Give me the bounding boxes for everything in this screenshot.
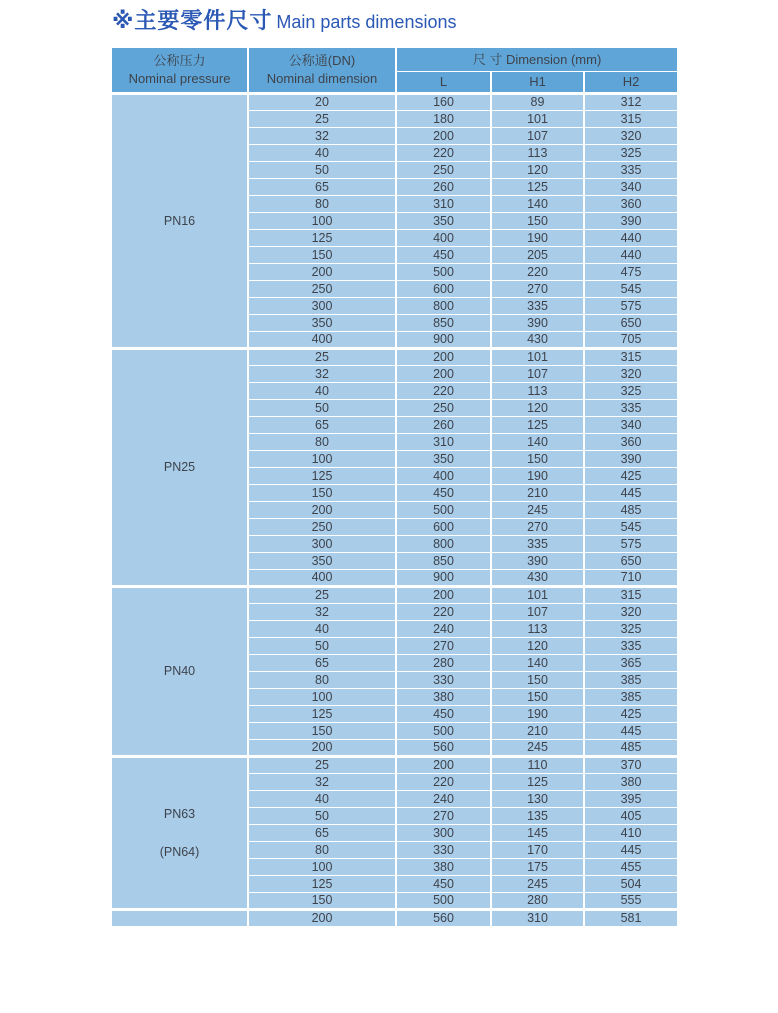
dn-cell: 200 bbox=[248, 264, 396, 281]
dn-cell: 400 bbox=[248, 570, 396, 587]
dn-cell: 250 bbox=[248, 519, 396, 536]
l-cell: 220 bbox=[396, 145, 491, 162]
pressure-group-cell bbox=[111, 94, 248, 349]
h1-cell: 220 bbox=[491, 264, 584, 281]
l-cell: 220 bbox=[396, 383, 491, 400]
l-cell: 270 bbox=[396, 808, 491, 825]
h1-cell: 110 bbox=[491, 757, 584, 774]
dn-cell: 32 bbox=[248, 774, 396, 791]
h1-cell: 140 bbox=[491, 655, 584, 672]
h2-cell: 545 bbox=[584, 519, 678, 536]
pressure-label: PN16 bbox=[163, 213, 196, 228]
h2-cell: 385 bbox=[584, 672, 678, 689]
h2-cell: 325 bbox=[584, 383, 678, 400]
page-title-chinese: ※主要零件尺寸 bbox=[112, 8, 273, 33]
l-cell: 560 bbox=[396, 910, 491, 927]
l-cell: 240 bbox=[396, 621, 491, 638]
h1-cell: 210 bbox=[491, 723, 584, 740]
dn-cell: 300 bbox=[248, 298, 396, 315]
dn-cell: 150 bbox=[248, 485, 396, 502]
h2-cell: 555 bbox=[584, 893, 678, 910]
h2-cell: 405 bbox=[584, 808, 678, 825]
h2-cell: 440 bbox=[584, 247, 678, 264]
h2-cell: 425 bbox=[584, 706, 678, 723]
dn-cell: 350 bbox=[248, 315, 396, 332]
l-cell: 220 bbox=[396, 604, 491, 621]
pressure-alt-label: (PN64) bbox=[159, 845, 200, 859]
dn-cell: 125 bbox=[248, 468, 396, 485]
h1-cell: 430 bbox=[491, 332, 584, 349]
l-cell: 800 bbox=[396, 298, 491, 315]
h1-cell: 175 bbox=[491, 859, 584, 876]
dn-cell: 50 bbox=[248, 808, 396, 825]
header-nominal-dimension-en: Nominal dimension bbox=[266, 71, 378, 86]
dn-cell: 40 bbox=[248, 145, 396, 162]
h1-cell: 125 bbox=[491, 179, 584, 196]
l-cell: 900 bbox=[396, 570, 491, 587]
l-cell: 850 bbox=[396, 553, 491, 570]
l-cell: 600 bbox=[396, 281, 491, 298]
header-col-h1: H1 bbox=[491, 72, 584, 94]
l-cell: 500 bbox=[396, 502, 491, 519]
dimensions-table bbox=[110, 47, 679, 927]
l-cell: 450 bbox=[396, 876, 491, 893]
h1-cell: 140 bbox=[491, 434, 584, 451]
h1-cell: 135 bbox=[491, 808, 584, 825]
dn-cell: 65 bbox=[248, 655, 396, 672]
table-row bbox=[111, 94, 678, 111]
h2-cell: 575 bbox=[584, 298, 678, 315]
l-cell: 220 bbox=[396, 774, 491, 791]
l-cell: 560 bbox=[396, 740, 491, 757]
l-cell: 280 bbox=[396, 655, 491, 672]
h2-cell: 340 bbox=[584, 417, 678, 434]
dn-cell: 50 bbox=[248, 638, 396, 655]
h1-cell: 190 bbox=[491, 706, 584, 723]
h1-cell: 335 bbox=[491, 298, 584, 315]
dn-cell: 150 bbox=[248, 247, 396, 264]
h2-cell: 395 bbox=[584, 791, 678, 808]
header-nominal-pressure-zh: 公称压力 bbox=[153, 53, 206, 69]
dn-cell: 50 bbox=[248, 162, 396, 179]
h1-cell: 113 bbox=[491, 383, 584, 400]
dn-cell: 100 bbox=[248, 213, 396, 230]
h1-cell: 101 bbox=[491, 111, 584, 128]
dn-cell: 65 bbox=[248, 825, 396, 842]
h2-cell: 445 bbox=[584, 723, 678, 740]
dn-cell: 32 bbox=[248, 366, 396, 383]
l-cell: 600 bbox=[396, 519, 491, 536]
h1-cell: 150 bbox=[491, 451, 584, 468]
dn-cell: 80 bbox=[248, 842, 396, 859]
dn-cell: 300 bbox=[248, 536, 396, 553]
l-cell: 250 bbox=[396, 400, 491, 417]
header-row-top bbox=[111, 48, 678, 72]
h1-cell: 145 bbox=[491, 825, 584, 842]
l-cell: 250 bbox=[396, 162, 491, 179]
dn-cell: 250 bbox=[248, 281, 396, 298]
l-cell: 160 bbox=[396, 94, 491, 111]
l-cell: 800 bbox=[396, 536, 491, 553]
h2-cell: 440 bbox=[584, 230, 678, 247]
h2-cell: 325 bbox=[584, 145, 678, 162]
h2-cell: 335 bbox=[584, 162, 678, 179]
h1-cell: 190 bbox=[491, 468, 584, 485]
l-cell: 500 bbox=[396, 264, 491, 281]
header-nominal-dimension-zh: 公称通(DN) bbox=[288, 53, 356, 69]
table-row bbox=[111, 587, 678, 604]
l-cell: 400 bbox=[396, 468, 491, 485]
h1-cell: 270 bbox=[491, 519, 584, 536]
table-body bbox=[111, 94, 678, 927]
h1-cell: 150 bbox=[491, 672, 584, 689]
h2-cell: 315 bbox=[584, 349, 678, 366]
pressure-group-cell bbox=[111, 349, 248, 587]
l-cell: 380 bbox=[396, 689, 491, 706]
h1-cell: 270 bbox=[491, 281, 584, 298]
l-cell: 400 bbox=[396, 230, 491, 247]
h1-cell: 120 bbox=[491, 638, 584, 655]
dn-cell: 200 bbox=[248, 910, 396, 927]
dn-cell: 65 bbox=[248, 417, 396, 434]
page-title bbox=[112, 4, 456, 35]
h1-cell: 120 bbox=[491, 400, 584, 417]
h2-cell: 425 bbox=[584, 468, 678, 485]
h2-cell: 360 bbox=[584, 196, 678, 213]
h2-cell: 504 bbox=[584, 876, 678, 893]
h2-cell: 650 bbox=[584, 315, 678, 332]
dn-cell: 150 bbox=[248, 893, 396, 910]
h1-cell: 113 bbox=[491, 621, 584, 638]
table-row bbox=[111, 757, 678, 774]
pressure-group-cell bbox=[111, 757, 248, 910]
h1-cell: 245 bbox=[491, 740, 584, 757]
l-cell: 450 bbox=[396, 706, 491, 723]
l-cell: 350 bbox=[396, 213, 491, 230]
header-col-h2: H2 bbox=[584, 72, 678, 94]
h2-cell: 575 bbox=[584, 536, 678, 553]
h1-cell: 390 bbox=[491, 553, 584, 570]
header-col-l: L bbox=[396, 72, 491, 94]
l-cell: 200 bbox=[396, 587, 491, 604]
l-cell: 450 bbox=[396, 485, 491, 502]
l-cell: 200 bbox=[396, 757, 491, 774]
header-nominal-pressure-en: Nominal pressure bbox=[128, 71, 231, 86]
h2-cell: 320 bbox=[584, 604, 678, 621]
l-cell: 310 bbox=[396, 434, 491, 451]
l-cell: 500 bbox=[396, 893, 491, 910]
h2-cell: 315 bbox=[584, 111, 678, 128]
h1-cell: 245 bbox=[491, 876, 584, 893]
dn-cell: 25 bbox=[248, 111, 396, 128]
dn-cell: 25 bbox=[248, 587, 396, 604]
h2-cell: 650 bbox=[584, 553, 678, 570]
dn-cell: 65 bbox=[248, 179, 396, 196]
l-cell: 330 bbox=[396, 672, 491, 689]
dn-cell: 40 bbox=[248, 621, 396, 638]
header-dimension-mm: 尺 寸 Dimension (mm) bbox=[396, 48, 678, 72]
dn-cell: 25 bbox=[248, 349, 396, 366]
dn-cell: 400 bbox=[248, 332, 396, 349]
dn-cell: 200 bbox=[248, 502, 396, 519]
l-cell: 310 bbox=[396, 196, 491, 213]
h1-cell: 107 bbox=[491, 366, 584, 383]
h2-cell: 325 bbox=[584, 621, 678, 638]
h1-cell: 140 bbox=[491, 196, 584, 213]
dn-cell: 32 bbox=[248, 128, 396, 145]
l-cell: 200 bbox=[396, 349, 491, 366]
h2-cell: 581 bbox=[584, 910, 678, 927]
page-title-english: Main parts dimensions bbox=[276, 12, 457, 32]
h1-cell: 280 bbox=[491, 893, 584, 910]
h1-cell: 113 bbox=[491, 145, 584, 162]
pressure-label: PN40 bbox=[163, 664, 196, 679]
dn-cell: 80 bbox=[248, 434, 396, 451]
dn-cell: 80 bbox=[248, 196, 396, 213]
dn-cell: 32 bbox=[248, 604, 396, 621]
dn-cell: 80 bbox=[248, 672, 396, 689]
h1-cell: 107 bbox=[491, 604, 584, 621]
h1-cell: 245 bbox=[491, 502, 584, 519]
dn-cell: 150 bbox=[248, 723, 396, 740]
dn-cell: 350 bbox=[248, 553, 396, 570]
h2-cell: 545 bbox=[584, 281, 678, 298]
h1-cell: 120 bbox=[491, 162, 584, 179]
h2-cell: 335 bbox=[584, 400, 678, 417]
h1-cell: 190 bbox=[491, 230, 584, 247]
l-cell: 450 bbox=[396, 247, 491, 264]
dn-cell: 20 bbox=[248, 94, 396, 111]
h2-cell: 340 bbox=[584, 179, 678, 196]
dn-cell: 40 bbox=[248, 383, 396, 400]
h1-cell: 430 bbox=[491, 570, 584, 587]
table-row bbox=[111, 910, 678, 927]
h2-cell: 360 bbox=[584, 434, 678, 451]
dn-cell: 100 bbox=[248, 859, 396, 876]
h2-cell: 315 bbox=[584, 587, 678, 604]
h2-cell: 445 bbox=[584, 842, 678, 859]
h1-cell: 390 bbox=[491, 315, 584, 332]
h2-cell: 475 bbox=[584, 264, 678, 281]
dn-cell: 100 bbox=[248, 451, 396, 468]
dn-cell: 125 bbox=[248, 706, 396, 723]
h2-cell: 410 bbox=[584, 825, 678, 842]
h1-cell: 125 bbox=[491, 417, 584, 434]
h1-cell: 310 bbox=[491, 910, 584, 927]
dn-cell: 125 bbox=[248, 230, 396, 247]
h2-cell: 390 bbox=[584, 213, 678, 230]
h1-cell: 170 bbox=[491, 842, 584, 859]
h2-cell: 312 bbox=[584, 94, 678, 111]
pressure-empty-cell bbox=[111, 910, 248, 927]
h2-cell: 385 bbox=[584, 689, 678, 706]
h2-cell: 710 bbox=[584, 570, 678, 587]
h2-cell: 370 bbox=[584, 757, 678, 774]
h2-cell: 485 bbox=[584, 502, 678, 519]
l-cell: 260 bbox=[396, 417, 491, 434]
pressure-label: PN63 bbox=[163, 806, 196, 821]
pressure-group-cell bbox=[111, 587, 248, 757]
h1-cell: 205 bbox=[491, 247, 584, 264]
h1-cell: 101 bbox=[491, 349, 584, 366]
l-cell: 180 bbox=[396, 111, 491, 128]
h2-cell: 485 bbox=[584, 740, 678, 757]
table-header bbox=[111, 48, 678, 94]
h1-cell: 210 bbox=[491, 485, 584, 502]
l-cell: 240 bbox=[396, 791, 491, 808]
dn-cell: 125 bbox=[248, 876, 396, 893]
dn-cell: 25 bbox=[248, 757, 396, 774]
pressure-label: PN25 bbox=[163, 460, 196, 475]
h2-cell: 335 bbox=[584, 638, 678, 655]
h2-cell: 705 bbox=[584, 332, 678, 349]
l-cell: 260 bbox=[396, 179, 491, 196]
l-cell: 500 bbox=[396, 723, 491, 740]
h2-cell: 445 bbox=[584, 485, 678, 502]
dn-cell: 50 bbox=[248, 400, 396, 417]
h2-cell: 365 bbox=[584, 655, 678, 672]
l-cell: 900 bbox=[396, 332, 491, 349]
l-cell: 270 bbox=[396, 638, 491, 655]
dn-cell: 200 bbox=[248, 740, 396, 757]
dn-cell: 100 bbox=[248, 689, 396, 706]
h2-cell: 380 bbox=[584, 774, 678, 791]
l-cell: 850 bbox=[396, 315, 491, 332]
header-nominal-pressure bbox=[111, 48, 248, 94]
l-cell: 200 bbox=[396, 128, 491, 145]
h1-cell: 89 bbox=[491, 94, 584, 111]
h2-cell: 455 bbox=[584, 859, 678, 876]
h1-cell: 107 bbox=[491, 128, 584, 145]
h2-cell: 320 bbox=[584, 128, 678, 145]
h1-cell: 150 bbox=[491, 213, 584, 230]
h1-cell: 125 bbox=[491, 774, 584, 791]
h2-cell: 390 bbox=[584, 451, 678, 468]
table-row bbox=[111, 349, 678, 366]
h1-cell: 335 bbox=[491, 536, 584, 553]
h1-cell: 130 bbox=[491, 791, 584, 808]
l-cell: 200 bbox=[396, 366, 491, 383]
header-nominal-dimension bbox=[248, 48, 396, 94]
l-cell: 330 bbox=[396, 842, 491, 859]
l-cell: 350 bbox=[396, 451, 491, 468]
l-cell: 300 bbox=[396, 825, 491, 842]
h1-cell: 150 bbox=[491, 689, 584, 706]
dn-cell: 40 bbox=[248, 791, 396, 808]
h2-cell: 320 bbox=[584, 366, 678, 383]
h1-cell: 101 bbox=[491, 587, 584, 604]
l-cell: 380 bbox=[396, 859, 491, 876]
